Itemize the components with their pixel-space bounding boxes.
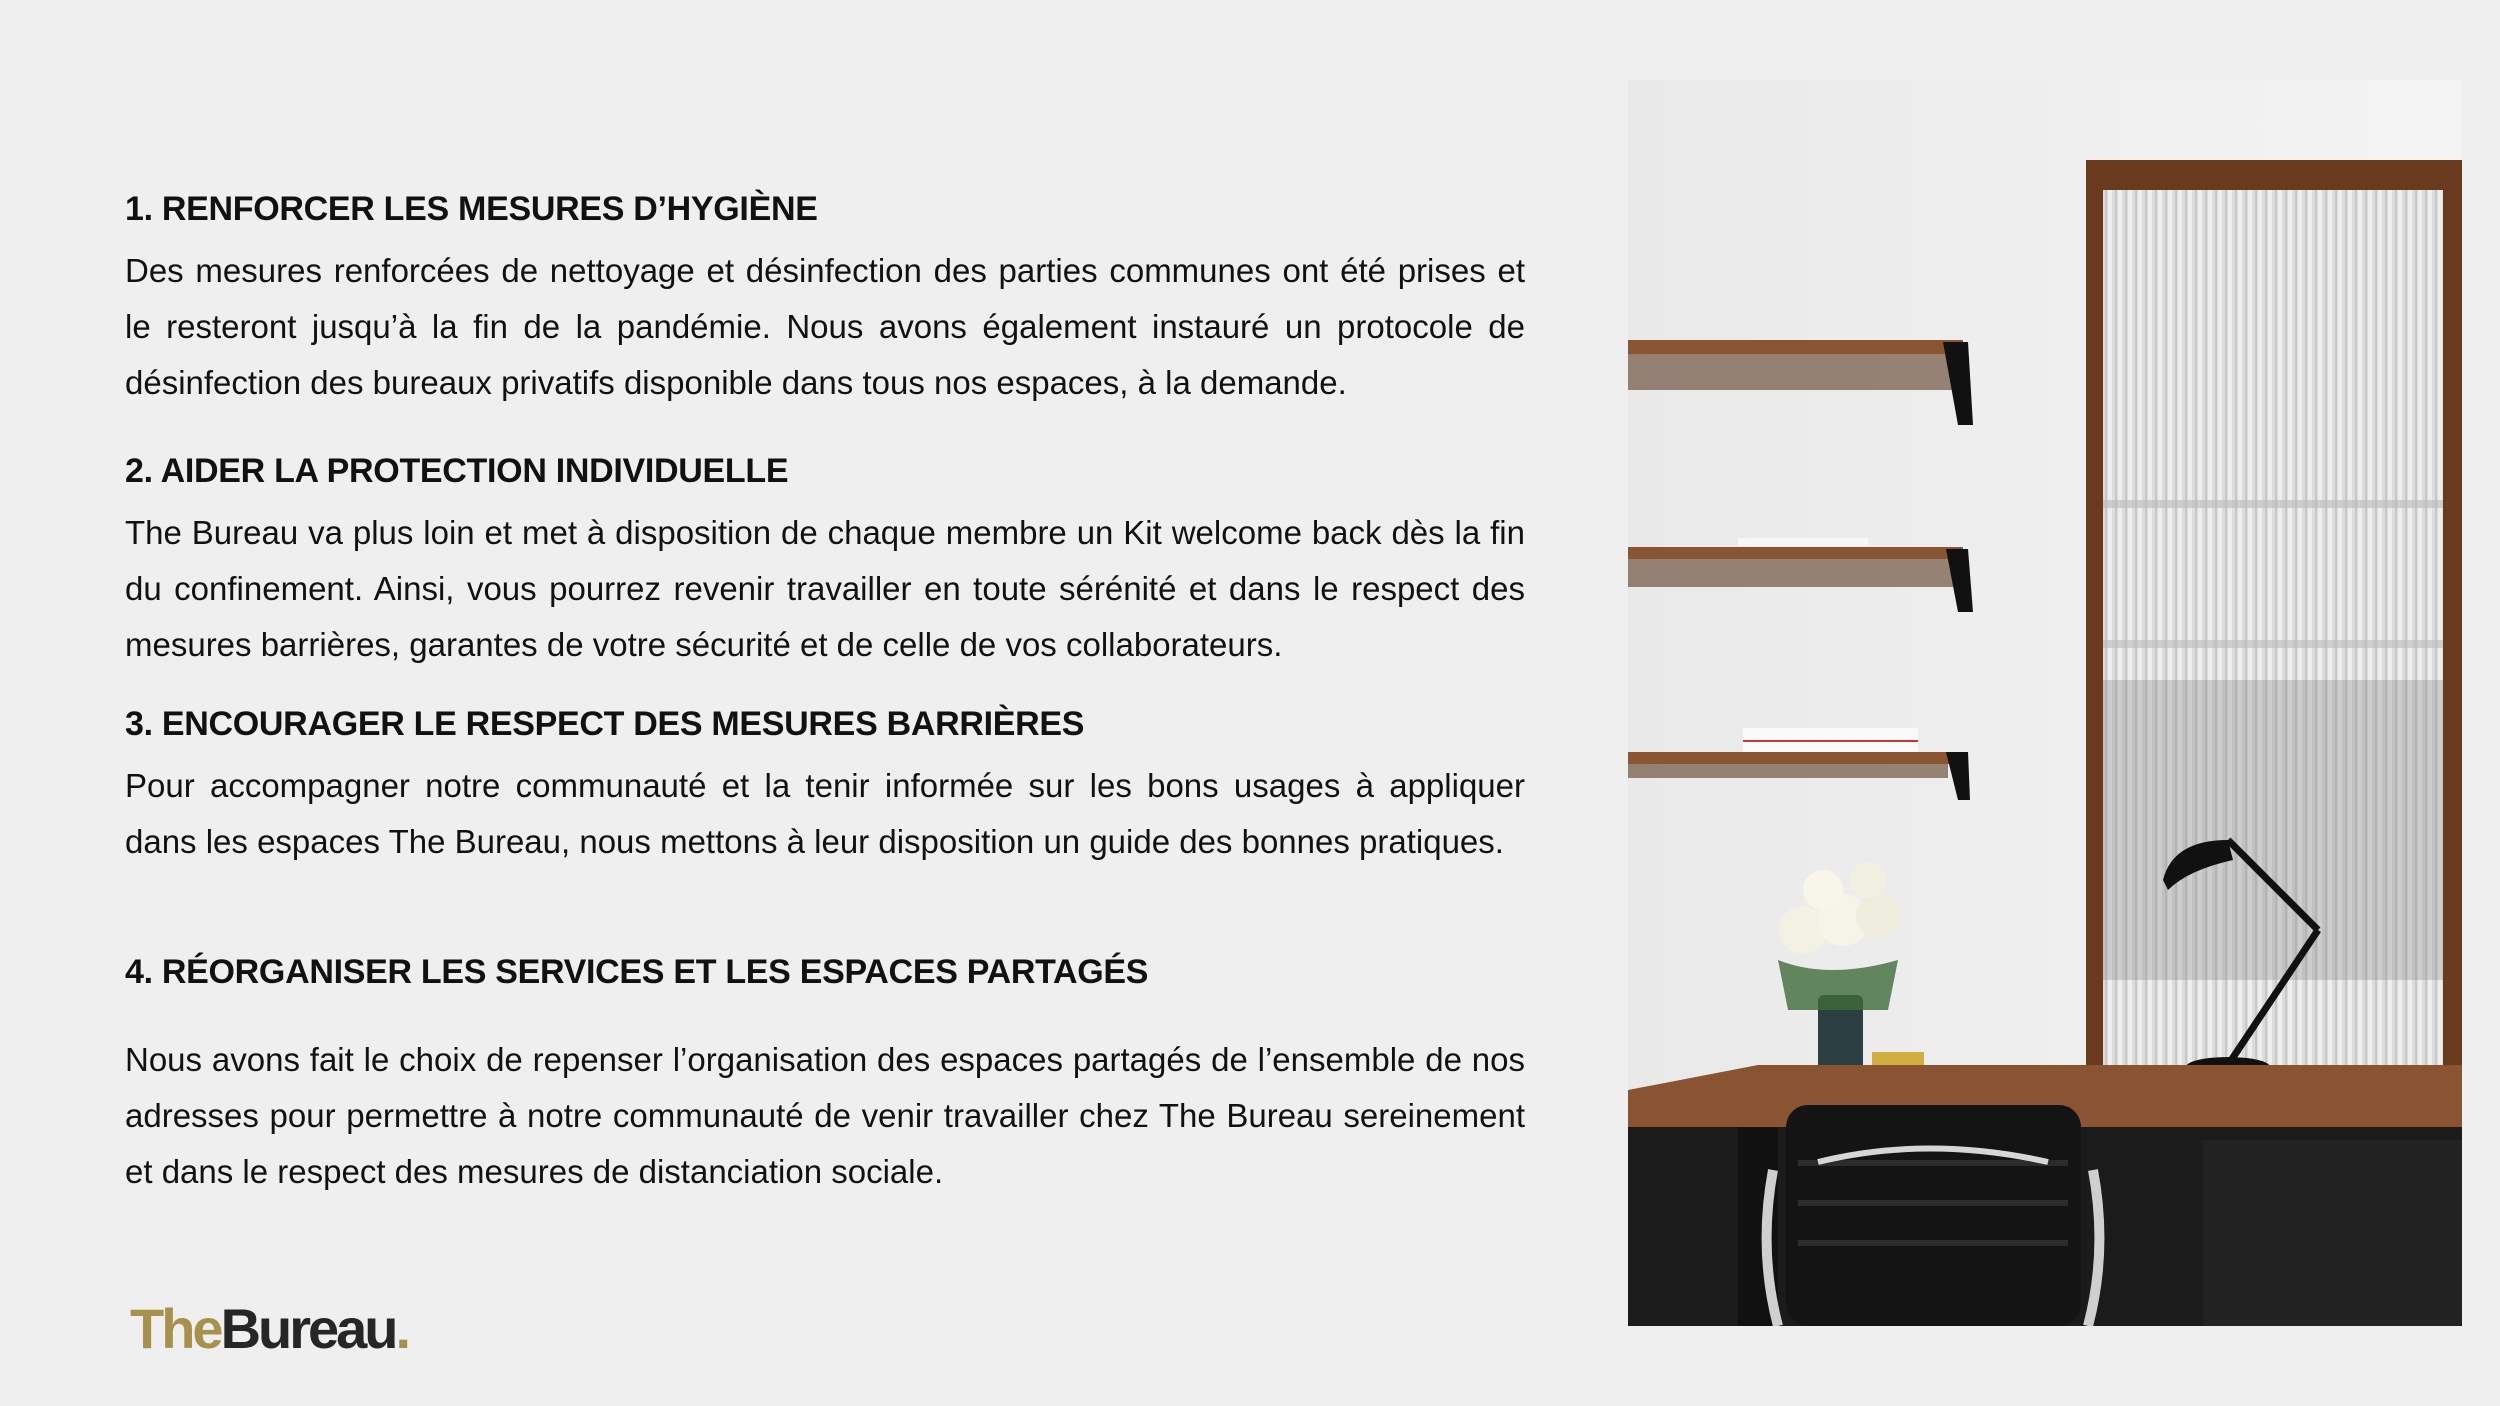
- section-reorganiser: [125, 953, 1525, 1200]
- office-chair: [1767, 1105, 2100, 1326]
- section-body: The Bureau va plus loin et met à disposition de chaque membre un Kit welcome back dès la fin du confinement. Ainsi, vous pourrez revenir travailler en toute sérénité et dans le respect des mesures barrières, garantes de votre sécurité et de celle de vos collaborateurs.: [125, 514, 1525, 663]
- section-body: Des mesures renforcées de nettoyage et désinfection des parties communes ont été prises et le resteront jusqu’à la fin de la pandémie. Nous avons également instauré un protocole de désinfection des bureaux privatifs disponible dans tous nos espaces, à la demande.: [125, 252, 1525, 401]
- section-body: Nous avons fait le choix de repenser l’organisation des espaces partagés de l’ensemble de nos adresses pour permettre à notre communauté de venir travailler chez The Bureau sereinement et dans le respect des mesures de distanciation sociale.: [125, 1041, 1525, 1190]
- office-desk-photo: [1628, 80, 2462, 1326]
- section-title: 4. RÉORGANISER LES SERVICES ET LES ESPACES PARTAGÉS: [125, 953, 1149, 991]
- logo-the: The: [130, 1297, 221, 1360]
- section-protection: [125, 452, 1525, 673]
- section-title: 1. RENFORCER LES MESURES D’HYGIÈNE: [125, 190, 818, 228]
- section-hygiene: [125, 190, 1525, 411]
- section-barrieres: [125, 705, 1525, 870]
- logo-bureau: Bureau: [220, 1297, 396, 1360]
- the-bureau-logo: [130, 1296, 408, 1361]
- section-title: 3. ENCOURAGER LE RESPECT DES MESURES BARRIÈRES: [125, 705, 1085, 743]
- logo-dot: .: [395, 1297, 409, 1360]
- section-title: 2. AIDER LA PROTECTION INDIVIDUELLE: [125, 452, 789, 490]
- section-body: Pour accompagner notre communauté et la tenir informée sur les bons usages à appliquer dans les espaces The Bureau, nous mettons à leur disposition un guide des bonnes pratiques.: [125, 767, 1525, 860]
